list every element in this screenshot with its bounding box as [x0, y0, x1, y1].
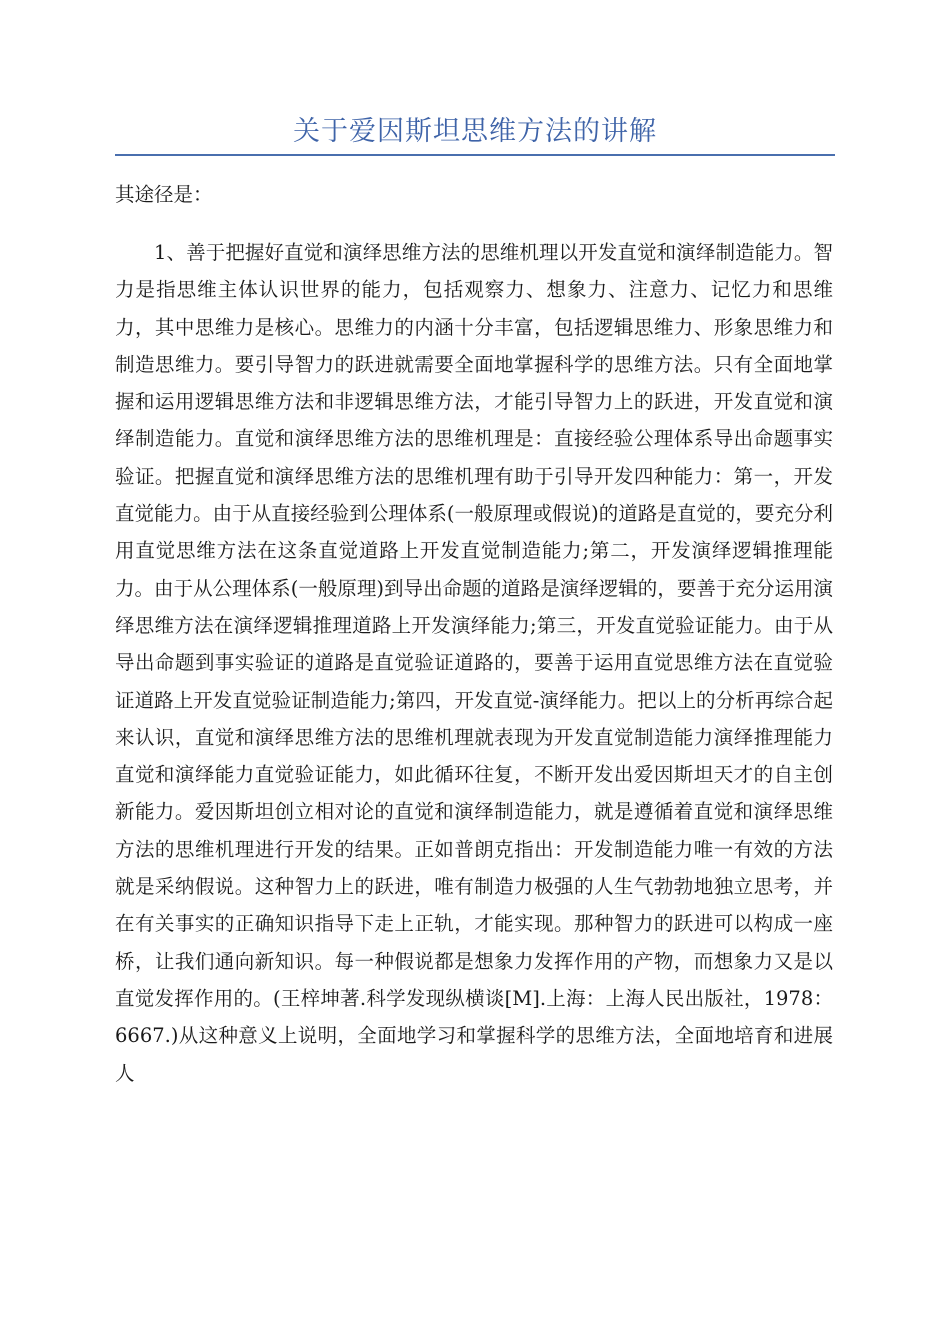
body-paragraph: 1、善于把握好直觉和演绎思维方法的思维机理以开发直觉和演绎制造能力。智力是指思维主体认识世界的能力，包括观察力、想象力、注意力、记忆力和思维力，其中思维力是核心。思维力的内涵十分丰富，包括逻辑思维力、形象思维力和制造思维力。要引导智力的跃进就需要全面地掌握科学的思维方法。只有全面地掌握和运用逻辑思维方法和非逻辑思维方法，才能引导智力上的跃进，开发直觉和演绎制造能力。直觉和演绎思维方法的思维机理是：直接经验公理体系导出命题事实验证。把握直觉和演绎思维方法的思维机理有助于引导开发四种能力：第一，开发直觉能力。由于从直接经验到公理体系(一般原理或假说)的道路是直觉的，要充分利用直觉思维方法在这条直觉道路上开发直觉制造能力;第二，开发演绎逻辑推理能力。由于从公理体系(一般原理)到导出命题的道路是演绎逻辑的，要善于充分运用演绎思维方法在演绎逻辑推理道路上开发演绎能力;第三，开发直觉验证能力。由于从导出命题到事实验证的道路是直觉验证道路的，要善于运用直觉思维方法在直觉验证道路上开发直觉验证制造能力;第四，开发直觉-演绎能力。把以上的分析再综合起来认识，直觉和演绎思维方法的思维机理就表现为开发直觉制造能力演绎推理能力直觉和演绎能力直觉验证能力，如此循环往复，不断开发出爱因斯坦天才的自主创新能力。爱因斯坦创立相对论的直觉和演绎制造能力，就是遵循着直觉和演绎思维方法的思维机理进行开发的结果。正如普朗克指出：开发制造能力唯一有效的方法就是采纳假说。这种智力上的跃进，唯有制造力极强的人生气勃勃地独立思考，并在有关事实的正确知识指导下走上正轨，才能实现。那种智力的跃进可以构成一座桥，让我们通向新知识。每一种假说都是想象力发挥作用的产物，而想象力又是以直觉发挥作用的。(王梓坤著.科学发现纵横谈[M].上海：上海人民出版社，1978：6667.)从这种意义上说明，全面地学习和掌握科学的思维方法，全面地培育和进展人	[115, 241, 833, 1085]
title-underline	[115, 154, 835, 156]
intro-line: 其途径是：	[115, 183, 213, 206]
document-title: 关于爱因斯坦思维方法的讲解	[293, 116, 657, 147]
